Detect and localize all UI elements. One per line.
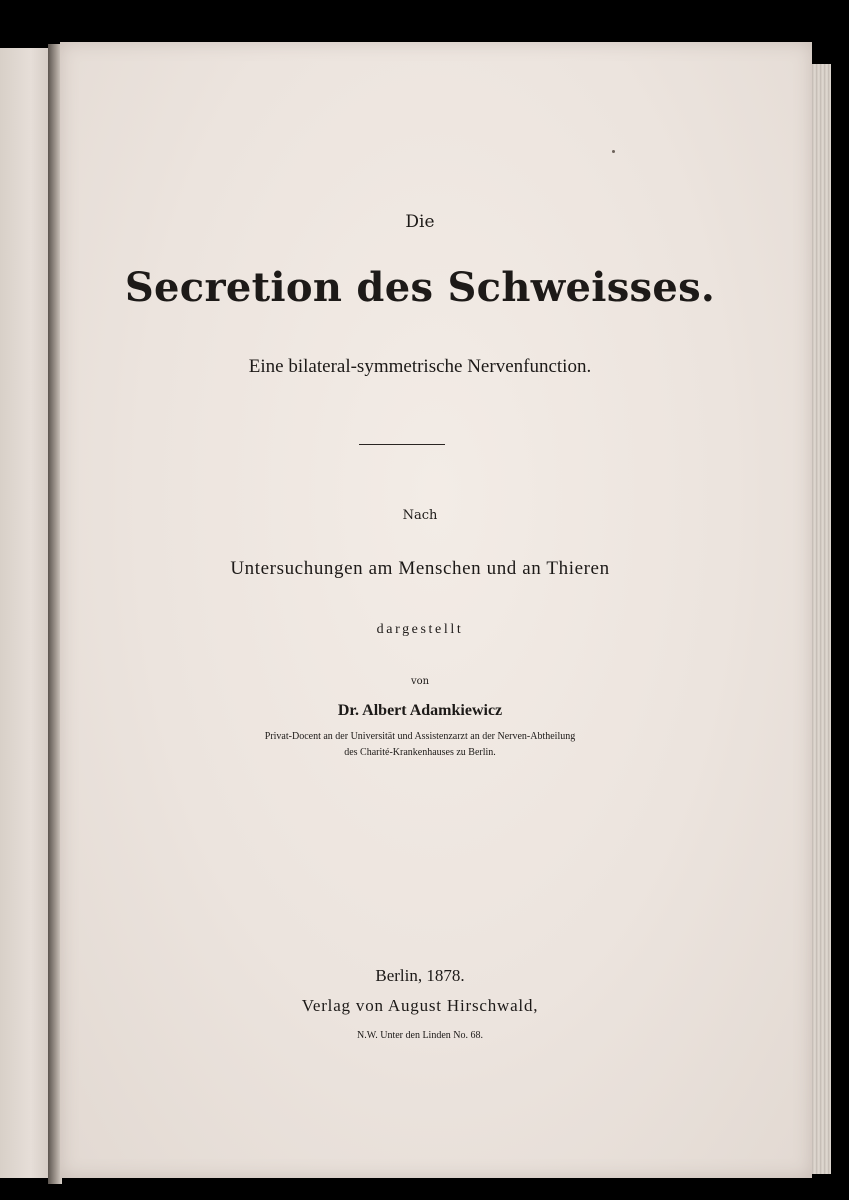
publisher-address: N.W. Unter den Linden No. 68. bbox=[357, 1030, 483, 1041]
preposition-text: Nach bbox=[402, 508, 438, 523]
divider-rule bbox=[359, 444, 445, 445]
book-title: Secretion des Schweisses. bbox=[124, 264, 716, 311]
author-affiliation-line1: Privat-Docent an der Universität und Assistenzarzt an der Nerven-Abtheilung bbox=[264, 731, 576, 742]
presented-text: dargestellt bbox=[376, 622, 464, 637]
by-text: von bbox=[410, 676, 430, 687]
author-name: Dr. Albert Adamkiewicz bbox=[337, 702, 503, 719]
title-page bbox=[60, 42, 812, 1178]
author-affiliation-line2: des Charité-Krankenhauses zu Berlin. bbox=[344, 747, 496, 758]
book-subtitle: Eine bilateral-symmetrische Nervenfunction. bbox=[248, 356, 592, 377]
title-article: Die bbox=[405, 212, 435, 232]
paper-speck bbox=[612, 150, 615, 153]
place-year: Berlin, 1878. bbox=[375, 966, 465, 985]
publisher: Verlag von August Hirschwald, bbox=[301, 996, 539, 1015]
basis-text: Untersuchungen am Menschen und an Thieren bbox=[230, 558, 610, 579]
